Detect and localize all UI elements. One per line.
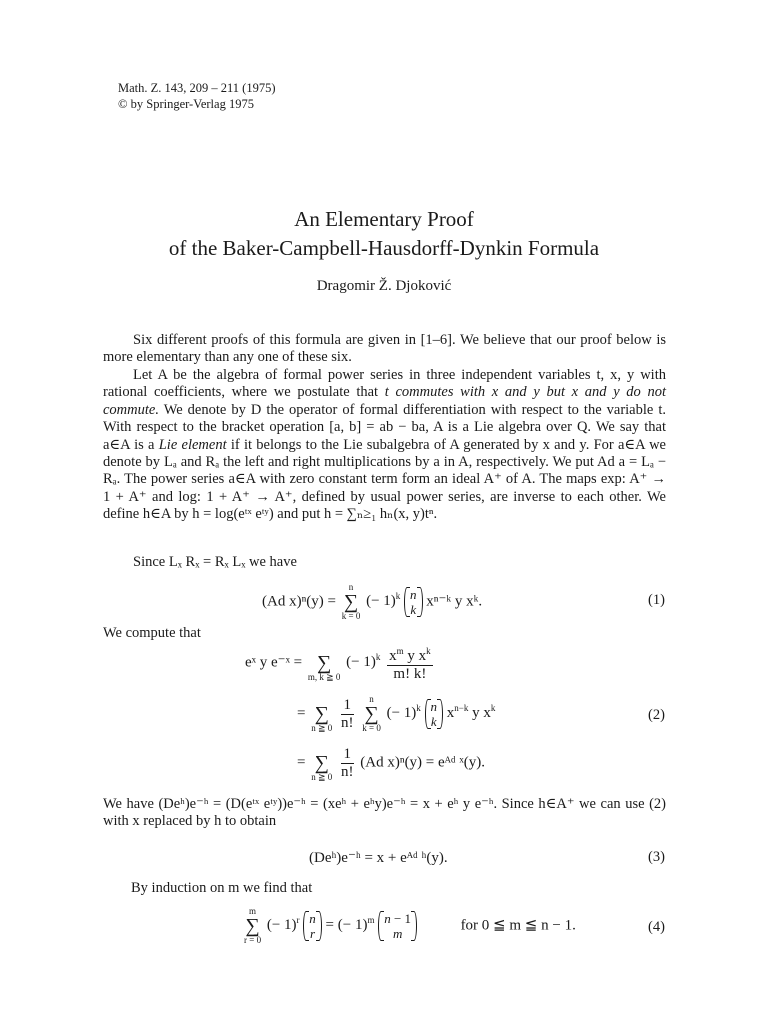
eq1-sign: (− 1)$^k$ — [366, 591, 401, 610]
paragraph-intro-text: Six different proofs of this formula are given in [1–6]. We believe that our proof below is more elementary than any one of these six. — [103, 332, 666, 366]
sum-symbol: n ∑ k = 0 — [341, 582, 361, 621]
since-line: Since Lₓ Rₓ = Rₓ Lₓ we have — [133, 554, 297, 570]
by-induction-line: By induction on m we find that — [131, 880, 313, 896]
sum-symbol: ∑ m, k ≧ 0 — [307, 652, 341, 682]
equation-number-2: (2) — [648, 707, 665, 723]
definitions-italic-commute: t commutes with x and y but x and y do not commute. — [103, 384, 667, 418]
equation-number-3: (3) — [648, 849, 665, 865]
sign-factor: (− 1)$^k$ — [386, 703, 421, 722]
definitions-part-b: We denote by D the operator of formal differentiation with respect to the variable t. With respect to the bracket operation [a, b] = ab − ba, A is a Lie algebra over Q. We say that a∈A is a — [103, 401, 666, 453]
equation-3: (Deʰ)e⁻ʰ = x + eᴬᵈ ʰ(y). — [309, 850, 448, 866]
author-name: Dragomir Ž. Djoković — [316, 278, 452, 294]
binomial-n-k: n k — [404, 587, 423, 617]
eq2-lhs: eˣ y e⁻ˣ = — [245, 654, 303, 671]
paragraph-derivation — [103, 796, 666, 831]
eq1-lhs: (Ad x)ⁿ(y) = — [262, 593, 336, 610]
sign-factor: (− 1)$^r$ — [266, 915, 300, 934]
paragraph-definitions-text — [103, 367, 666, 524]
eq2-line3-tail: (Ad x)ⁿ(y) = eᴬᵈ ˣ(y). — [360, 754, 485, 771]
equation-2-line3 — [297, 744, 485, 782]
eq1-rhs: xⁿ⁻ᵏ y xᵏ. — [426, 593, 483, 610]
equation-4 — [242, 907, 576, 945]
equation-1 — [262, 583, 482, 621]
paragraph-definitions — [103, 367, 666, 524]
equals-sign: = (− 1)$^m$ — [325, 915, 375, 934]
paragraph-intro — [103, 332, 666, 367]
definitions-part-a: Let A be the algebra of formal power series in three independent variables t, x, y with rational coefficients, where we postulate that — [103, 367, 666, 401]
fraction-1-over-n-factorial: $\frac{1}{n!}$ — [341, 696, 354, 731]
fraction-1-over-n-factorial: $\frac{1}{n!}$ — [341, 745, 354, 780]
equals-sign: = — [297, 754, 306, 771]
sum-symbol: ∑ n ≧ 0 — [311, 703, 333, 733]
sum-symbol: m ∑ r = 0 — [244, 906, 262, 945]
monomial: $x^{n-k}$ y $x^k$ — [446, 703, 496, 722]
paragraph-derivation-text: We have (Deʰ)e⁻ʰ = (D(eᵗˣ eᵗʸ))e⁻ʰ = (xeʰ + eʰy)e⁻ʰ = x + eʰ y e⁻ʰ. Since h∈A⁺ we can use (2) with x replaced by h to obtain — [103, 796, 666, 830]
journal-citation: Math. Z. 143, 209 – 211 (1975) — [118, 81, 276, 95]
we-compute-line: We compute that — [103, 625, 201, 641]
definitions-italic-lie-element: Lie element — [158, 436, 227, 453]
sum-symbol: n ∑ k = 0 — [362, 694, 381, 733]
binomial-n-k: n k — [425, 699, 444, 729]
binomial-n-minus-1-m: n − 1 m — [378, 911, 417, 941]
equation-number-4: (4) — [648, 919, 665, 935]
fraction-xm-y-xk: $\frac{x^m y x^k}{m! k!}$ — [387, 643, 433, 683]
equals-sign: = — [297, 705, 306, 722]
equation-2-line2 — [297, 695, 495, 733]
equation-2-line1 — [245, 643, 436, 683]
definitions-part-c: if it belongs to the Lie subalgebra of A generated by x and y. For a∈A we denote by Lₐ and Rₐ the left and right multiplications by a in A, respectively. We put Ad a = Lₐ − Rₐ. The power series a∈A with zero constant term form an ideal A⁺ of A. The maps exp: A⁺ → 1 + A⁺ and log: 1 + A⁺ → A⁺, defined by usual power series, are inverse to each other. We define h∈A by h = log(eᵗˣ eᵗʸ) and put h = ∑ₙ≥₁ hₙ(x, y)tⁿ. — [103, 436, 666, 523]
paper-title-line1: An Elementary Proof — [294, 207, 474, 231]
sum-symbol: ∑ n ≧ 0 — [311, 752, 333, 782]
copyright-line: © by Springer-Verlag 1975 — [118, 97, 254, 111]
eq2-sign: (− 1)$^k$ — [346, 652, 381, 671]
binomial-n-r: n r — [303, 911, 322, 941]
equation-number-1: (1) — [648, 592, 665, 608]
journal-header — [118, 80, 276, 112]
paper-title-line2: of the Baker-Campbell-Hausdorff-Dynkin Formula — [168, 236, 600, 260]
eq4-condition: for 0 ≦ m ≦ n − 1. — [460, 917, 576, 934]
